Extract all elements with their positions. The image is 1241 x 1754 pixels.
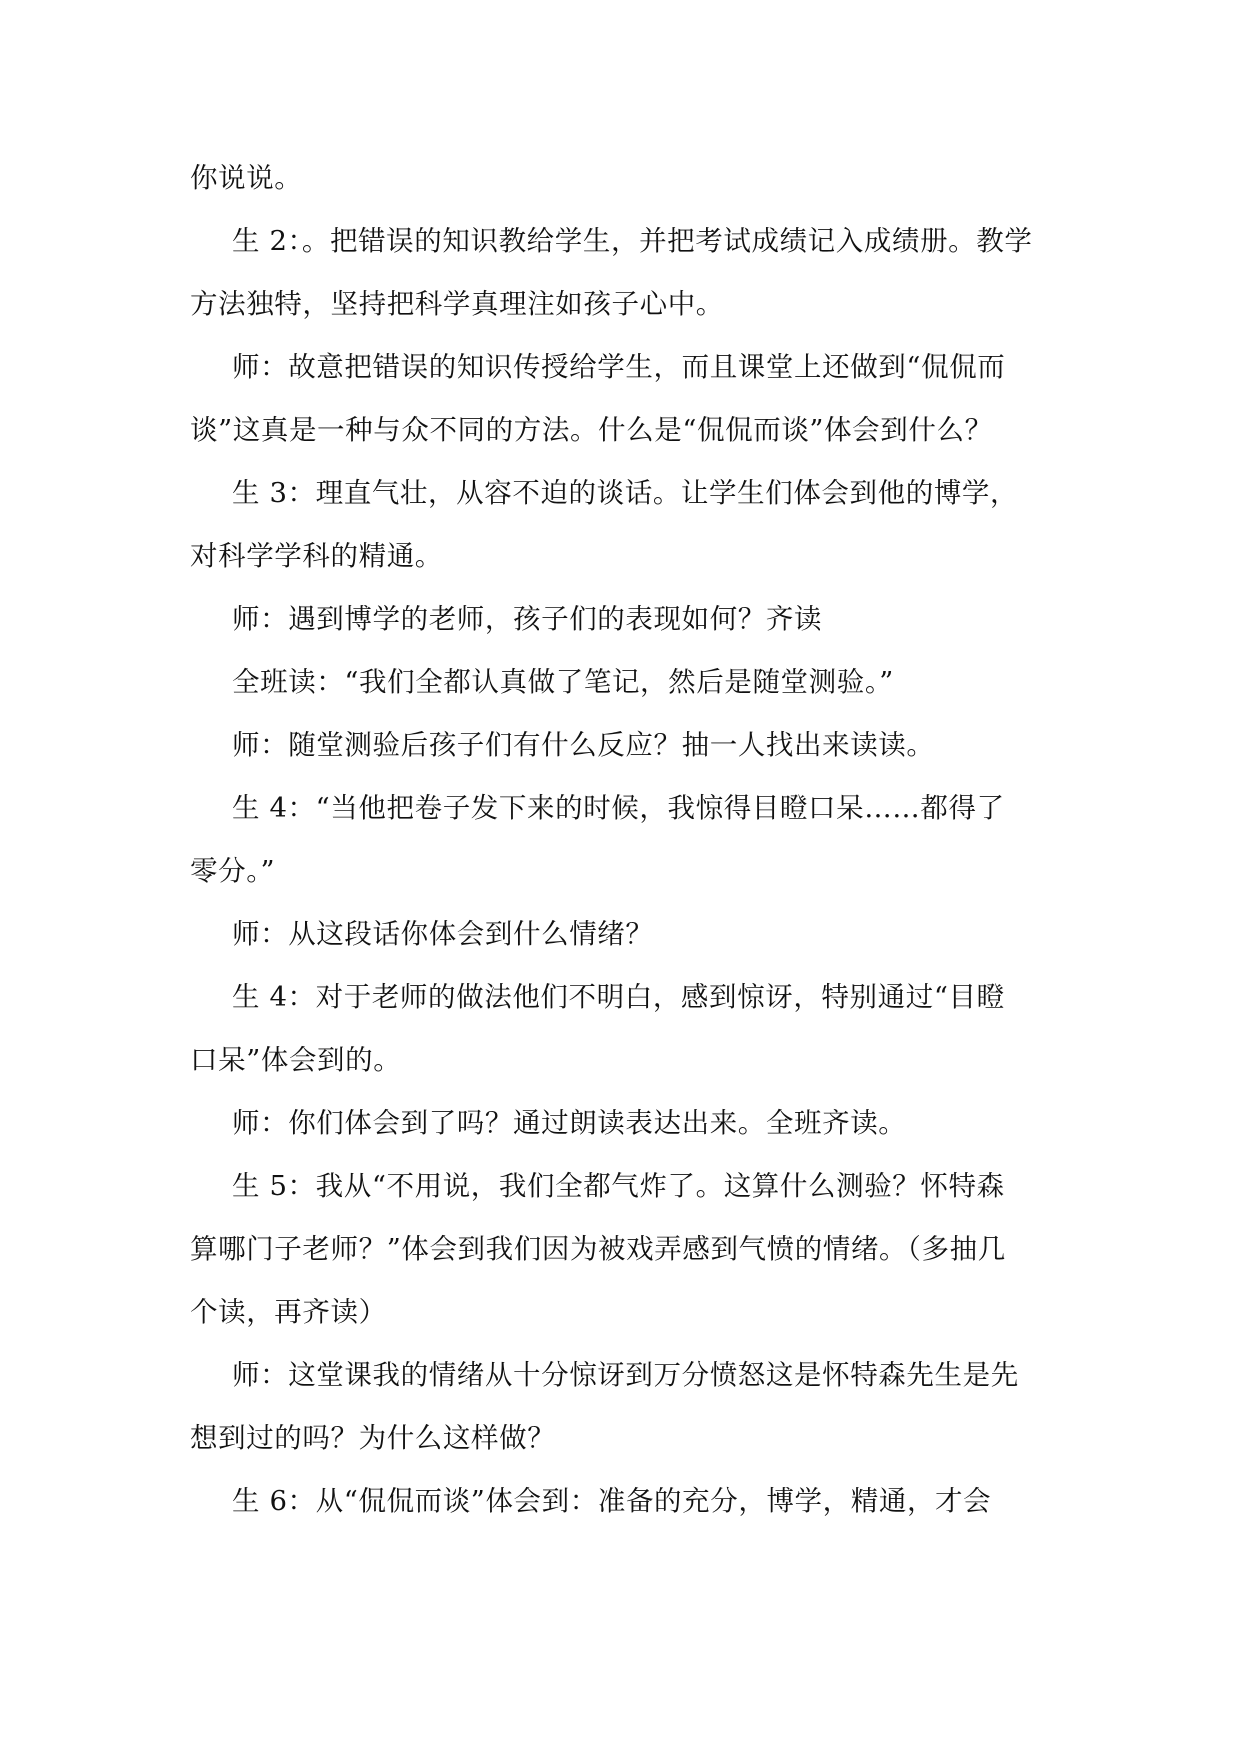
text-line: 全班读：“我们全都认真做了笔记，然后是随堂测验。” (232, 666, 894, 698)
text-line: 师：故意把错误的知识传授给学生，而且课堂上还做到“侃侃而 (232, 351, 1006, 383)
text-line: 师：你们体会到了吗？通过朗读表达出来。全班齐读。 (232, 1107, 907, 1139)
text-line: 对科学学科的精通。 (190, 540, 443, 572)
text-line: 生 6：从“侃侃而谈”体会到：准备的充分，博学，精通，才会 (232, 1485, 992, 1517)
text-line: 算哪门子老师？”体会到我们因为被戏弄感到气愤的情绪。（多抽几 (190, 1233, 1006, 1265)
text-line: 谈”这真是一种与众不同的方法。什么是“侃侃而谈”体会到什么？ (190, 414, 993, 446)
text-line: 生 2：。把错误的知识教给学生，并把考试成绩记入成绩册。教学 (232, 225, 1033, 257)
text-line: 生 3：理直气壮，从容不迫的谈话。让学生们体会到他的博学， (232, 477, 1019, 509)
text-line: 零分。” (190, 855, 276, 887)
text-line: 生 4：“当他把卷子发下来的时候，我惊得目瞪口呆……都得了 (232, 792, 1005, 824)
text-line: 你说说。 (190, 162, 303, 194)
text-line: 师：从这段话你体会到什么情绪？ (232, 918, 654, 950)
text-line: 个读，再齐读） (190, 1296, 387, 1328)
text-line: 师：随堂测验后孩子们有什么反应？抽一人找出来读读。 (232, 729, 935, 761)
text-line: 师：这堂课我的情绪从十分惊讶到万分愤怒这是怀特森先生是先 (232, 1359, 1019, 1391)
text-line: 生 5：我从“不用说，我们全都气炸了。这算什么测验？怀特森 (232, 1170, 1005, 1202)
document-body (190, 158, 1060, 1544)
text-line: 方法独特，坚持把科学真理注如孩子心中。 (190, 288, 724, 320)
text-line: 口呆”体会到的。 (190, 1044, 402, 1076)
text-line: 生 4：对于老师的做法他们不明白，感到惊讶，特别通过“目瞪 (232, 981, 1005, 1013)
text-line: 想到过的吗？为什么这样做？ (190, 1422, 556, 1454)
text-line: 师：遇到博学的老师，孩子们的表现如何？齐读 (232, 603, 823, 635)
